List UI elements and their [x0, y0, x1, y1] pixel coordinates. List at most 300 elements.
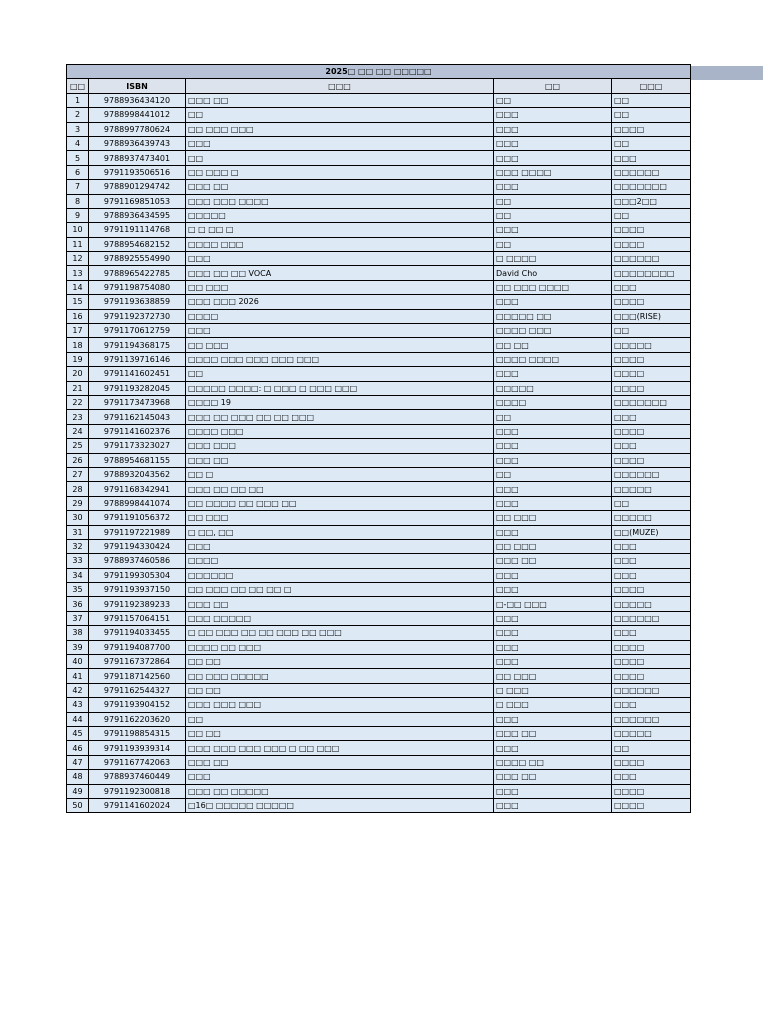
cell-no: 31 [67, 525, 89, 539]
cell-author: □□□ [494, 424, 612, 438]
cell-author: □□□ [494, 122, 612, 136]
cell-publisher: □□□(RISE) [612, 309, 691, 323]
cell-title: □□ [186, 151, 494, 165]
cell-no: 44 [67, 712, 89, 726]
cell-no: 37 [67, 611, 89, 625]
cell-title: □□□ [186, 770, 494, 784]
cell-publisher: □□□□□□ [612, 252, 691, 266]
cell-title: □□ □□□ [186, 280, 494, 294]
cell-title: □□□ □□□ □□□ [186, 698, 494, 712]
cell-publisher: □□□□ [612, 367, 691, 381]
cell-isbn: 9791198754080 [89, 280, 186, 294]
cell-publisher: □□□ [612, 568, 691, 582]
cell-title: □□ □□ [186, 655, 494, 669]
cell-publisher: □□□□□ [612, 511, 691, 525]
cell-title: □□□□ □□□ [186, 424, 494, 438]
cell-isbn: 9791157064151 [89, 611, 186, 625]
cell-title: □□□ □□ □□ □□ [186, 482, 494, 496]
cell-isbn: 9791197221989 [89, 525, 186, 539]
table-row [67, 712, 691, 726]
cell-author: □□□ [494, 798, 612, 812]
cell-isbn: 9788954682152 [89, 237, 186, 251]
table-row [67, 784, 691, 798]
table-title-row [67, 65, 691, 79]
cell-isbn: 9788932043562 [89, 467, 186, 481]
cell-isbn: 9788936439743 [89, 136, 186, 150]
cell-no: 50 [67, 798, 89, 812]
cell-no: 38 [67, 626, 89, 640]
cell-author: □□□ [494, 223, 612, 237]
table-row [67, 151, 691, 165]
cell-publisher: □□□ [612, 439, 691, 453]
cell-no: 3 [67, 122, 89, 136]
cell-isbn: 9788937473401 [89, 151, 186, 165]
cell-publisher: □□□ [612, 554, 691, 568]
cell-isbn: 9791141602376 [89, 424, 186, 438]
table-row [67, 136, 691, 150]
cell-title: □□ □□□ [186, 511, 494, 525]
cell-title: □□ [186, 712, 494, 726]
cell-author: □□□ [494, 525, 612, 539]
cell-no: 5 [67, 151, 89, 165]
cell-publisher: □□□□□□ [612, 683, 691, 697]
cell-publisher: □□□□ [612, 352, 691, 366]
cell-title: □□□ □□ [186, 453, 494, 467]
cell-author: □□□ [494, 784, 612, 798]
header-author: □□ [494, 79, 612, 93]
cell-publisher: □□(MUZE) [612, 525, 691, 539]
cell-author: □□□□ [494, 395, 612, 409]
cell-isbn: 9791193939314 [89, 741, 186, 755]
table-row [67, 568, 691, 582]
cell-no: 6 [67, 165, 89, 179]
cell-title: □□ □□□ □□□□□ [186, 669, 494, 683]
cell-no: 48 [67, 770, 89, 784]
cell-publisher: □□□□□ [612, 726, 691, 740]
cell-publisher: □□□ [612, 698, 691, 712]
cell-title: □ □ □□ □ [186, 223, 494, 237]
cell-publisher: □□□ [612, 626, 691, 640]
cell-no: 32 [67, 539, 89, 553]
cell-author: □□□ [494, 295, 612, 309]
cell-no: 30 [67, 511, 89, 525]
cell-no: 18 [67, 338, 89, 352]
cell-no: 34 [67, 568, 89, 582]
header-title: □□□ [186, 79, 494, 93]
cell-isbn: 9791139716146 [89, 352, 186, 366]
cell-title: □□□ □□ [186, 93, 494, 107]
cell-author: □□ [494, 467, 612, 481]
cell-no: 49 [67, 784, 89, 798]
table-row [67, 583, 691, 597]
cell-author: □□□ □□ [494, 770, 612, 784]
cell-publisher: □□ [612, 324, 691, 338]
cell-no: 16 [67, 309, 89, 323]
cell-isbn: 9791191114768 [89, 223, 186, 237]
cell-title: □□ □□ [186, 726, 494, 740]
cell-author: □□□ [494, 180, 612, 194]
cell-no: 47 [67, 755, 89, 769]
cell-publisher: □□□□ [612, 655, 691, 669]
cell-isbn: 9788965422785 [89, 266, 186, 280]
cell-isbn: 9791162145043 [89, 410, 186, 424]
cell-isbn: 9791169851053 [89, 194, 186, 208]
cell-no: 12 [67, 252, 89, 266]
cell-no: 41 [67, 669, 89, 683]
cell-isbn: 9791173323027 [89, 439, 186, 453]
sheet-side-tab [690, 66, 763, 80]
cell-author: □□ [494, 93, 612, 107]
cell-author: □□□ [494, 439, 612, 453]
cell-author: □□□ [494, 712, 612, 726]
cell-no: 23 [67, 410, 89, 424]
cell-no: 9 [67, 208, 89, 222]
cell-publisher: □□□□ [612, 798, 691, 812]
table-row [67, 165, 691, 179]
table-row [67, 798, 691, 812]
cell-title: □□□ □□ [186, 180, 494, 194]
cell-author: □□□ [494, 626, 612, 640]
cell-author: □□□ □□□□ [494, 165, 612, 179]
header-isbn: ISBN [89, 79, 186, 93]
cell-author: □□□ [494, 568, 612, 582]
cell-publisher: □□□ [612, 539, 691, 553]
cell-no: 28 [67, 482, 89, 496]
cell-title: □□□□ [186, 309, 494, 323]
cell-publisher: □□□□ [612, 424, 691, 438]
cell-publisher: □□□□□□ [612, 165, 691, 179]
table-row [67, 726, 691, 740]
cell-title: □□□ □□□ □□□ □□□ □ □□ □□□ [186, 741, 494, 755]
table-row [67, 338, 691, 352]
cell-title: □ □□ □□□ □□ □□ □□□ □□ □□□ [186, 626, 494, 640]
cell-author: □□□ [494, 611, 612, 625]
cell-title: □□□□ □□ □□□ [186, 640, 494, 654]
cell-author: □□ □□□ [494, 539, 612, 553]
table-row [67, 741, 691, 755]
cell-title: □16□ □□□□□ □□□□□ [186, 798, 494, 812]
cell-no: 13 [67, 266, 89, 280]
cell-isbn: 9788937460449 [89, 770, 186, 784]
cell-title: □□□□ 19 [186, 395, 494, 409]
cell-author: □□□□ □□ [494, 755, 612, 769]
cell-publisher: □□□□□□□ [612, 395, 691, 409]
table-row [67, 698, 691, 712]
table-row [67, 395, 691, 409]
cell-title: □□□ □□□ □□□□ [186, 194, 494, 208]
cell-author: □□ [494, 410, 612, 424]
cell-publisher: □□ [612, 741, 691, 755]
cell-no: 39 [67, 640, 89, 654]
cell-no: 1 [67, 93, 89, 107]
cell-publisher: □□□□□□□ [612, 180, 691, 194]
table-row [67, 669, 691, 683]
cell-publisher: □□□□□ [612, 482, 691, 496]
table-row [67, 223, 691, 237]
cell-author: □□□ [494, 640, 612, 654]
cell-isbn: 9791193506516 [89, 165, 186, 179]
cell-isbn: 9791194087700 [89, 640, 186, 654]
table-row [67, 597, 691, 611]
table-row [67, 453, 691, 467]
cell-title: □□ [186, 367, 494, 381]
cell-no: 2 [67, 108, 89, 122]
cell-title: □□□□□□ [186, 568, 494, 582]
cell-title: □□ □□□ □□ □□ □□ □ [186, 583, 494, 597]
cell-publisher: □□□□ [612, 453, 691, 467]
cell-title: □□ □□□□ □□ □□□ □□ [186, 496, 494, 510]
cell-isbn: 9791167742063 [89, 755, 186, 769]
cell-isbn: 9788901294742 [89, 180, 186, 194]
cell-no: 46 [67, 741, 89, 755]
table-row [67, 208, 691, 222]
cell-author: □□□ □□ [494, 726, 612, 740]
table-title: 2025□ □□ □□ □□□□□ [67, 65, 691, 79]
table-row [67, 280, 691, 294]
cell-title: □□□ [186, 539, 494, 553]
cell-author: □□□ [494, 583, 612, 597]
cell-isbn: 9791191056372 [89, 511, 186, 525]
table-header-row [67, 79, 691, 93]
table-row [67, 410, 691, 424]
cell-isbn: 9788997780624 [89, 122, 186, 136]
cell-no: 17 [67, 324, 89, 338]
cell-publisher: □□□□ [612, 237, 691, 251]
table-row [67, 439, 691, 453]
cell-no: 33 [67, 554, 89, 568]
cell-author: □□□ [494, 482, 612, 496]
cell-no: 22 [67, 395, 89, 409]
table-row [67, 655, 691, 669]
cell-title: □□ □□ [186, 683, 494, 697]
cell-title: □□□ □□ □□□□□ [186, 784, 494, 798]
table-row [67, 525, 691, 539]
cell-publisher: □□ [612, 93, 691, 107]
table-row [67, 482, 691, 496]
cell-author: □-□□ □□□ [494, 597, 612, 611]
cell-title: □□□ □□□ 2026 [186, 295, 494, 309]
cell-isbn: 9791173473968 [89, 395, 186, 409]
table-row [67, 237, 691, 251]
cell-author: □□□ [494, 496, 612, 510]
cell-author: □□□□□ [494, 381, 612, 395]
cell-isbn: 9791192389233 [89, 597, 186, 611]
cell-publisher: □□□2□□ [612, 194, 691, 208]
cell-no: 19 [67, 352, 89, 366]
cell-no: 40 [67, 655, 89, 669]
table-row [67, 180, 691, 194]
cell-isbn: 9791194033455 [89, 626, 186, 640]
cell-isbn: 9791141602451 [89, 367, 186, 381]
cell-title: □□□ □□ □□□ □□ □□ □□□ [186, 410, 494, 424]
cell-no: 27 [67, 467, 89, 481]
cell-no: 42 [67, 683, 89, 697]
cell-title: □□□ □□ [186, 597, 494, 611]
cell-no: 25 [67, 439, 89, 453]
cell-no: 10 [67, 223, 89, 237]
table-row [67, 295, 691, 309]
cell-title: □□□□ [186, 554, 494, 568]
cell-isbn: 9788936434595 [89, 208, 186, 222]
cell-no: 36 [67, 597, 89, 611]
table-row [67, 511, 691, 525]
cell-no: 35 [67, 583, 89, 597]
cell-publisher: □□□ [612, 280, 691, 294]
cell-author: □□ □□□ [494, 669, 612, 683]
table-row [67, 554, 691, 568]
cell-isbn: 9791193282045 [89, 381, 186, 395]
cell-no: 7 [67, 180, 89, 194]
cell-publisher: □□□ [612, 410, 691, 424]
cell-title: □□□□ □□□ □□□ □□□ □□□ [186, 352, 494, 366]
cell-isbn: 9791193638859 [89, 295, 186, 309]
cell-title: □□□ [186, 252, 494, 266]
cell-isbn: 9791192372730 [89, 309, 186, 323]
cell-publisher: □□□□□□ [612, 611, 691, 625]
table-row [67, 352, 691, 366]
cell-author: □□□ [494, 136, 612, 150]
cell-no: 20 [67, 367, 89, 381]
cell-isbn: 9791194368175 [89, 338, 186, 352]
table-row [67, 367, 691, 381]
table-row [67, 108, 691, 122]
header-publisher: □□□ [612, 79, 691, 93]
table-row [67, 309, 691, 323]
table-row [67, 611, 691, 625]
cell-publisher: □□□□□□ [612, 712, 691, 726]
cell-isbn: 9791141602024 [89, 798, 186, 812]
cell-publisher: □□□□ [612, 784, 691, 798]
cell-author: □□□ [494, 453, 612, 467]
cell-author: □□ [494, 194, 612, 208]
cell-title: □□□□□ □□□□: □ □□□ □ □□□ □□□ [186, 381, 494, 395]
cell-publisher: □□□ [612, 770, 691, 784]
cell-no: 8 [67, 194, 89, 208]
cell-title: □□□ [186, 324, 494, 338]
cell-publisher: □□□□□□ [612, 467, 691, 481]
cell-publisher: □□□ [612, 151, 691, 165]
cell-isbn: 9788936434120 [89, 93, 186, 107]
cell-title: □□ □ [186, 467, 494, 481]
table-row [67, 640, 691, 654]
cell-isbn: 9791199305304 [89, 568, 186, 582]
table-row [67, 381, 691, 395]
table-row [67, 122, 691, 136]
cell-author: □ □□□ [494, 683, 612, 697]
cell-isbn: 9791193904152 [89, 698, 186, 712]
table-row [67, 424, 691, 438]
cell-isbn: 9791162203620 [89, 712, 186, 726]
cell-author: □□□□□ □□ [494, 309, 612, 323]
table-row [67, 770, 691, 784]
table-row [67, 626, 691, 640]
cell-author: □□ □□□ [494, 511, 612, 525]
cell-isbn: 9791194330424 [89, 539, 186, 553]
cell-publisher: □□ [612, 108, 691, 122]
cell-author: □□□ □□ [494, 554, 612, 568]
table-row [67, 194, 691, 208]
cell-isbn: 9788954681155 [89, 453, 186, 467]
cell-isbn: 9788998441074 [89, 496, 186, 510]
cell-no: 29 [67, 496, 89, 510]
cell-publisher: □□ [612, 208, 691, 222]
cell-author: □□ □□ [494, 338, 612, 352]
table-row [67, 539, 691, 553]
cell-no: 43 [67, 698, 89, 712]
cell-title: □□□ □□ □□ VOCA [186, 266, 494, 280]
table-body [67, 93, 691, 813]
cell-publisher: □□□□ [612, 381, 691, 395]
cell-author: □□ [494, 237, 612, 251]
cell-publisher: □□ [612, 496, 691, 510]
cell-author: □□□ [494, 108, 612, 122]
table-row [67, 93, 691, 107]
cell-title: □□ □□□ □ [186, 165, 494, 179]
header-no: □□ [67, 79, 89, 93]
cell-isbn: 9791167372864 [89, 655, 186, 669]
cell-isbn: 9791162544327 [89, 683, 186, 697]
cell-no: 11 [67, 237, 89, 251]
cell-author: □□□ [494, 151, 612, 165]
cell-isbn: 9791168342941 [89, 482, 186, 496]
cell-title: □□□ □□□ [186, 439, 494, 453]
cell-title: □□ [186, 108, 494, 122]
cell-publisher: □□ [612, 136, 691, 150]
cell-author: □□□ [494, 741, 612, 755]
cell-publisher: □□□□ [612, 583, 691, 597]
cell-author: David Cho [494, 266, 612, 280]
cell-author: □□□□ □□□ [494, 324, 612, 338]
cell-isbn: 9791170612759 [89, 324, 186, 338]
cell-no: 21 [67, 381, 89, 395]
cell-publisher: □□□□□ [612, 597, 691, 611]
cell-publisher: □□□□□ [612, 338, 691, 352]
cell-no: 24 [67, 424, 89, 438]
cell-title: □□□□ □□□ [186, 237, 494, 251]
cell-no: 45 [67, 726, 89, 740]
table-row [67, 683, 691, 697]
cell-publisher: □□□□ [612, 223, 691, 237]
cell-isbn: 9788937460586 [89, 554, 186, 568]
table-row [67, 324, 691, 338]
cell-isbn: 9791193937150 [89, 583, 186, 597]
cell-publisher: □□□□ [612, 122, 691, 136]
cell-title: □ □□, □□ [186, 525, 494, 539]
cell-no: 26 [67, 453, 89, 467]
cell-author: □ □□□ [494, 698, 612, 712]
cell-author: □ □□□□ [494, 252, 612, 266]
cell-title: □□ □□□ [186, 338, 494, 352]
cell-publisher: □□□□ [612, 640, 691, 654]
cell-author: □□ [494, 208, 612, 222]
table-row [67, 467, 691, 481]
cell-title: □□□ □□□□□ [186, 611, 494, 625]
table-row [67, 496, 691, 510]
cell-no: 15 [67, 295, 89, 309]
cell-publisher: □□□□ [612, 755, 691, 769]
book-list-table [66, 64, 691, 813]
cell-author: □□□ [494, 367, 612, 381]
cell-isbn: 9791198854315 [89, 726, 186, 740]
table-row [67, 252, 691, 266]
cell-title: □□□□□ [186, 208, 494, 222]
cell-publisher: □□□□ [612, 669, 691, 683]
cell-isbn: 9788998441012 [89, 108, 186, 122]
cell-author: □□ □□□ □□□□ [494, 280, 612, 294]
cell-author: □□□□ □□□□ [494, 352, 612, 366]
cell-publisher: □□□□□□□□ [612, 266, 691, 280]
cell-isbn: 9791187142560 [89, 669, 186, 683]
